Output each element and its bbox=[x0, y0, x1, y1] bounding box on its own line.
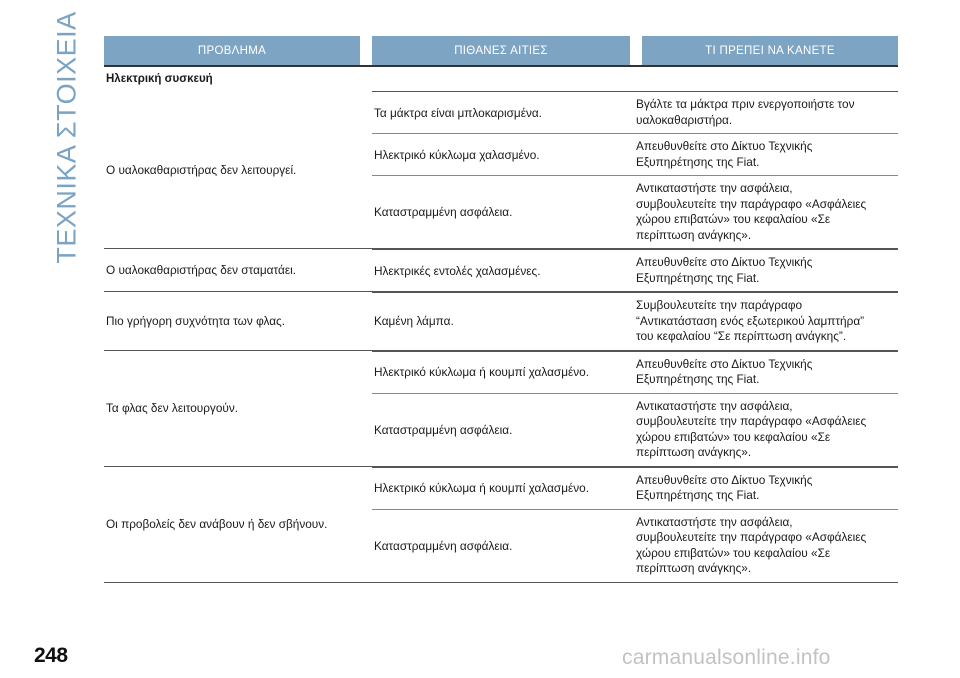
remedy-line: συμβουλευτείτε την παράγραφο «Ασφάλειες bbox=[636, 196, 867, 211]
causes-list bbox=[372, 249, 898, 291]
remedy-line: “Αντικατάσταση ενός εξωτερικού λαμπτήρα” bbox=[636, 313, 865, 328]
cause-cell: Ηλεκτρικό κύκλωμα ή κουμπί χαλασμένο. bbox=[374, 481, 589, 495]
problem-cell: Οι προβολείς δεν ανάβουν ή δεν σβήνουν. bbox=[106, 517, 328, 531]
remedy-line: Εξυπηρέτησης της Fiat. bbox=[636, 154, 760, 169]
cause-cell: Καμένη λάμπα. bbox=[374, 314, 454, 329]
remedy-line: χώρου επιβατών» του κεφαλαίου «Σε bbox=[636, 429, 831, 444]
table-row bbox=[372, 133, 898, 175]
table-body bbox=[104, 91, 898, 583]
cause-cell: Ηλεκτρικό κύκλωμα χαλασμένο. bbox=[374, 147, 540, 162]
remedy-line: Αντικαταστήστε την ασφάλεια, bbox=[636, 181, 793, 195]
watermark: carmanualsonline.info bbox=[622, 646, 831, 669]
cause-cell: Ηλεκτρικό κύκλωμα ή κουμπί χαλασμένο. bbox=[374, 365, 589, 379]
remedy-line: περίπτωση ανάγκης». bbox=[636, 445, 752, 459]
remedy-line: Αντικαταστήστε την ασφάλεια, bbox=[636, 514, 793, 529]
header-causes: ΠΙΘΑΝΕΣ ΑΙΤΙΕΣ bbox=[372, 36, 630, 65]
remedy-line: Αντικαταστήστε την ασφάλεια, bbox=[636, 398, 793, 413]
cause-cell: Ηλεκτρικές εντολές χαλασμένες. bbox=[374, 263, 541, 278]
problem-cell: Τα φλας δεν λειτουργούν. bbox=[106, 401, 239, 415]
troubleshooting-table bbox=[104, 36, 898, 583]
remedy-cell bbox=[630, 134, 898, 175]
chapter-title bbox=[51, 11, 82, 264]
table-row-group bbox=[104, 249, 898, 292]
remedy-line: περίπτωση ανάγκης». bbox=[636, 227, 752, 242]
table-row bbox=[372, 351, 898, 393]
problem-cell: Πιο γρήγορη συχνότητα των φλας. bbox=[106, 313, 285, 328]
remedy-line: Απευθυνθείτε στο Δίκτυο Τεχνικής bbox=[636, 255, 813, 269]
remedy-line: περίπτωση ανάγκης». bbox=[636, 561, 752, 575]
table-row-group bbox=[104, 351, 898, 467]
causes-list bbox=[372, 292, 898, 350]
remedy-cell bbox=[630, 92, 898, 133]
cause-cell: Καταστραμμένη ασφάλεια. bbox=[374, 205, 513, 219]
remedy-cell bbox=[630, 394, 898, 466]
table-row-group bbox=[104, 467, 898, 583]
remedy-cell bbox=[630, 468, 898, 509]
problem-cell: Ο υαλοκαθαριστήρας δεν λειτουργεί. bbox=[106, 162, 297, 177]
remedy-line: Απευθυνθείτε στο Δίκτυο Τεχνικής bbox=[636, 139, 813, 153]
remedy-line: Βγάλτε τα μάκτρα πριν ενεργοποιήστε τον bbox=[636, 97, 855, 111]
remedy-line: χώρου επιβατών» του κεφαλαίου «Σε bbox=[636, 545, 831, 560]
remedy-line: χώρου επιβατών» του κεφαλαίου «Σε bbox=[636, 212, 831, 226]
table-row bbox=[372, 292, 898, 350]
table-row bbox=[372, 175, 898, 248]
causes-list bbox=[372, 467, 898, 582]
remedy-cell bbox=[630, 352, 898, 393]
cause-cell: Καταστραμμένη ασφάλεια. bbox=[374, 538, 513, 553]
remedy-line: υαλοκαθαριστήρα. bbox=[636, 112, 733, 127]
remedy-line: Συμβουλευτείτε την παράγραφο bbox=[636, 298, 803, 312]
causes-list bbox=[372, 91, 898, 248]
section-title: Ηλεκτρική συσκευή bbox=[106, 73, 213, 85]
remedy-line: Εξυπηρέτησης της Fiat. bbox=[636, 488, 760, 502]
remedy-line: Εξυπηρέτησης της Fiat. bbox=[636, 372, 760, 386]
table-row bbox=[372, 467, 898, 509]
header-remedy: ΤΙ ΠΡΕΠΕΙ ΝΑ ΚΑΝΕΤΕ bbox=[642, 36, 898, 65]
table-row-group bbox=[104, 292, 898, 351]
remedy-cell bbox=[630, 510, 898, 582]
causes-list bbox=[372, 351, 898, 466]
cause-cell: Καταστραμμένη ασφάλεια. bbox=[374, 422, 513, 437]
table-row bbox=[372, 393, 898, 466]
problem-cell: Ο υαλοκαθαριστήρας δεν σταματάει. bbox=[106, 263, 296, 277]
table-row bbox=[372, 249, 898, 291]
remedy-line: συμβουλευτείτε την παράγραφο «Ασφάλειες bbox=[636, 414, 867, 428]
table-row-group bbox=[104, 91, 898, 249]
header-problem: ΠΡΟΒΛΗΜΑ bbox=[104, 36, 360, 65]
remedy-cell bbox=[630, 293, 898, 350]
chapter-title-text: ΤΕΧΝΙΚΑ ΣΤΟΙΧΕΙΑ bbox=[51, 11, 82, 264]
remedy-line: Απευθυνθείτε στο Δίκτυο Τεχνικής bbox=[636, 356, 813, 371]
table-row bbox=[372, 509, 898, 582]
table-header bbox=[104, 36, 898, 65]
remedy-line: Απευθυνθείτε στο Δίκτυο Τεχνικής bbox=[636, 472, 813, 487]
remedy-cell bbox=[630, 250, 898, 291]
remedy-line: του κεφαλαίου “Σε περίπτωση ανάγκης”. bbox=[636, 329, 847, 343]
remedy-line: Εξυπηρέτησης της Fiat. bbox=[636, 270, 760, 285]
cause-cell: Τα μάκτρα είναι μπλοκαρισμένα. bbox=[374, 105, 542, 120]
remedy-cell bbox=[630, 176, 898, 248]
table-row bbox=[372, 91, 898, 133]
remedy-line: συμβουλευτείτε την παράγραφο «Ασφάλειες bbox=[636, 530, 867, 544]
page-number: 248 bbox=[34, 644, 68, 667]
